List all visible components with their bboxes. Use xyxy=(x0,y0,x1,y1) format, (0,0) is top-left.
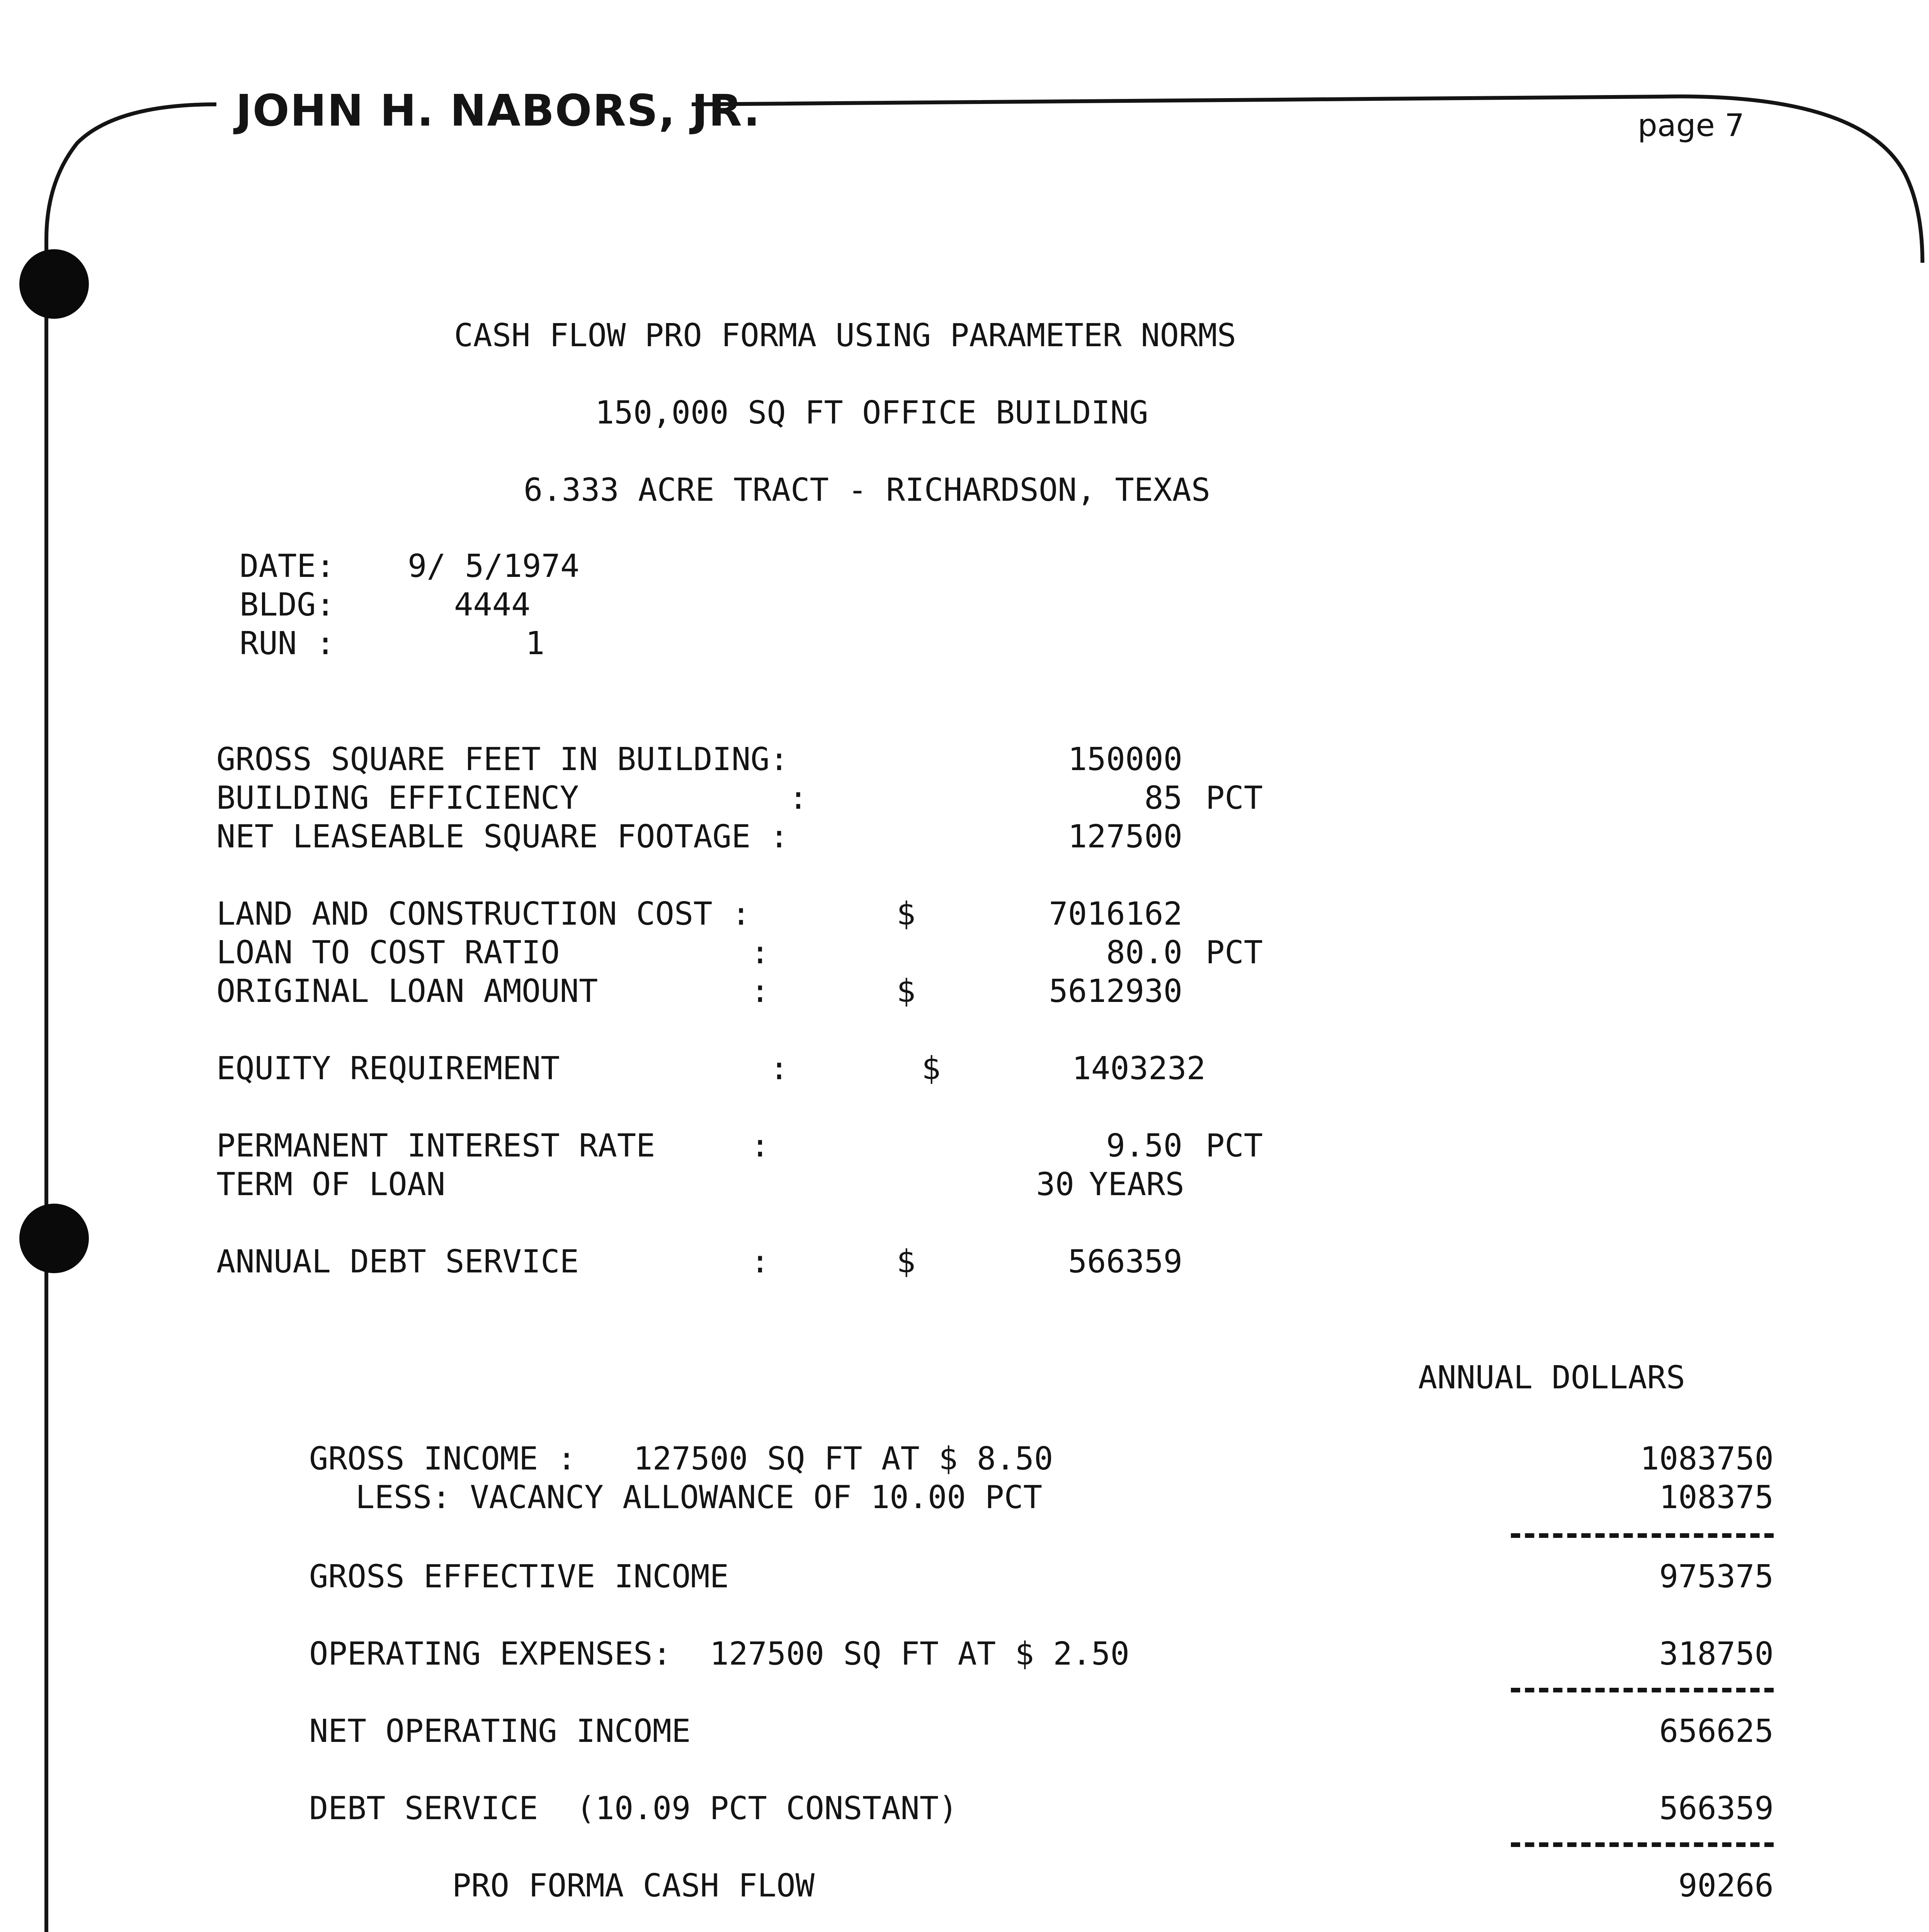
param-value: 30 xyxy=(1036,1166,1074,1203)
param-value: 85 xyxy=(1144,780,1182,816)
run-value: 1 xyxy=(526,625,545,662)
income-label: OPERATING EXPENSES: 127500 SQ FT AT $ 2.50 xyxy=(309,1636,1130,1672)
income-value: 1083750 xyxy=(1640,1440,1774,1477)
param-value: 150000 xyxy=(1068,741,1182,778)
income-value: 318750 xyxy=(1659,1636,1774,1672)
currency-sign: $ xyxy=(922,1050,941,1087)
run-label: RUN : xyxy=(240,625,335,662)
page-number: page 7 xyxy=(1638,107,1745,143)
income-label: DEBT SERVICE (10.09 PCT CONSTANT) xyxy=(309,1790,958,1827)
income-label: GROSS EFFECTIVE INCOME xyxy=(309,1558,729,1595)
param-value: 9.50 xyxy=(1106,1128,1182,1164)
binder-hole-icon xyxy=(19,1204,89,1273)
param-label: GROSS SQUARE FEET IN BUILDING: xyxy=(216,741,789,778)
param-value: 80.0 xyxy=(1106,934,1182,971)
column-header: ANNUAL DOLLARS xyxy=(1418,1359,1686,1396)
report-title: CASH FLOW PRO FORMA USING PARAMETER NORMS xyxy=(454,317,1237,354)
date-value: 9/ 5/1974 xyxy=(408,548,580,585)
subtotal-rule xyxy=(1511,1842,1774,1847)
report-subtitle: 150,000 SQ FT OFFICE BUILDING xyxy=(595,395,1148,431)
income-value: 566359 xyxy=(1659,1790,1774,1827)
param-label: NET LEASEABLE SQUARE FOOTAGE : xyxy=(216,818,789,855)
currency-sign: $ xyxy=(896,1243,916,1280)
param-unit: PCT xyxy=(1206,780,1263,816)
currency-sign: $ xyxy=(896,973,916,1010)
param-label: BUILDING EFFICIENCY : xyxy=(216,780,808,816)
cash-flow-value: 90266 xyxy=(1678,1867,1774,1904)
author-name: JOHN H. NABORS, JR. xyxy=(236,86,761,136)
param-label: ORIGINAL LOAN AMOUNT : xyxy=(216,973,770,1010)
income-value: 108375 xyxy=(1659,1479,1774,1516)
income-label: GROSS INCOME : 127500 SQ FT AT $ 8.50 xyxy=(309,1440,1053,1477)
cash-flow-label: PRO FORMA CASH FLOW xyxy=(452,1867,815,1904)
subtotal-rule xyxy=(1511,1688,1774,1692)
param-label: PERMANENT INTEREST RATE : xyxy=(216,1128,770,1164)
param-label: TERM OF LOAN xyxy=(216,1166,446,1203)
param-value: 7016162 xyxy=(1049,896,1182,932)
param-value: 566359 xyxy=(1068,1243,1182,1280)
income-value: 656625 xyxy=(1659,1713,1774,1750)
report-location: 6.333 ACRE TRACT - RICHARDSON, TEXAS xyxy=(524,472,1211,509)
date-label: DATE: xyxy=(240,548,335,585)
param-label: LOAN TO COST RATIO : xyxy=(216,934,770,971)
param-value: 1403232 xyxy=(1072,1050,1206,1087)
param-unit: PCT xyxy=(1206,934,1263,971)
bldg-value: 4444 xyxy=(454,587,531,623)
param-label: ANNUAL DEBT SERVICE : xyxy=(216,1243,770,1280)
param-unit: PCT xyxy=(1206,1128,1263,1164)
param-label: EQUITY REQUIREMENT : xyxy=(216,1050,789,1087)
income-value: 975375 xyxy=(1659,1558,1774,1595)
param-label: LAND AND CONSTRUCTION COST : xyxy=(216,896,751,932)
currency-sign: $ xyxy=(896,896,916,932)
param-unit: YEARS xyxy=(1089,1166,1184,1203)
bldg-label: BLDG: xyxy=(240,587,335,623)
param-value: 127500 xyxy=(1068,818,1182,855)
income-label: NET OPERATING INCOME xyxy=(309,1713,691,1750)
subtotal-rule xyxy=(1511,1533,1774,1538)
param-value: 5612930 xyxy=(1049,973,1182,1010)
binder-hole-icon xyxy=(19,249,89,319)
income-label: LESS: VACANCY ALLOWANCE OF 10.00 PCT xyxy=(356,1479,1043,1516)
